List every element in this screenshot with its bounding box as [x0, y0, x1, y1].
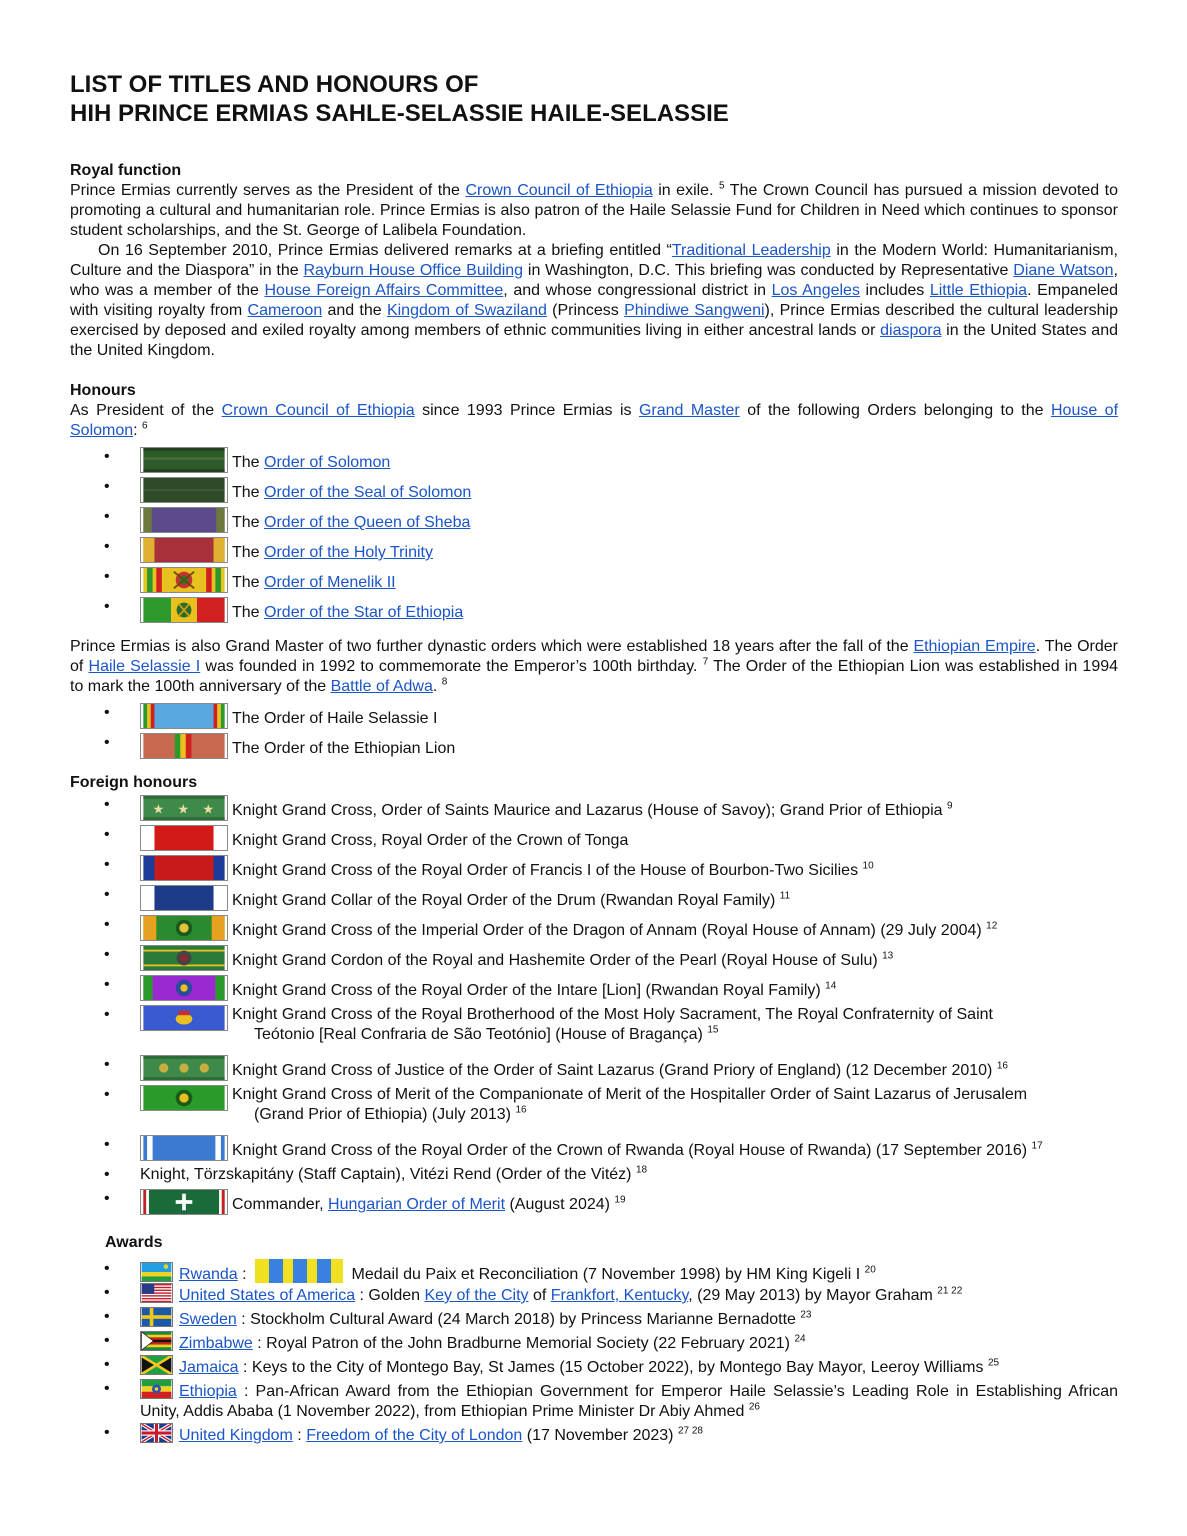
footnote-ref: 25 [987, 1357, 1000, 1369]
svg-text:★: ★ [177, 801, 190, 817]
list-item [70, 1165, 1118, 1189]
footnote-ref: 5 [719, 180, 725, 192]
link-house-foreign-affairs[interactable]: House Foreign Affairs Committee [264, 282, 504, 299]
footnote-ref: 11 [779, 890, 791, 902]
bullet: • [104, 856, 110, 873]
section-heading-foreign-honours: Foreign honours [70, 774, 198, 791]
link-zimbabwe[interactable]: Zimbabwe [179, 1335, 253, 1352]
link-sweden[interactable]: Sweden [179, 1311, 237, 1328]
text-run: Knight Grand Cross of the Royal Order of Francis I of the House of Bourbon-Two Sicilies [232, 862, 859, 879]
royal-function-paragraph-2 [70, 241, 1118, 361]
list-item [70, 447, 1118, 477]
list-item [70, 945, 1118, 975]
footnote-ref: 8 [441, 676, 448, 688]
link-united-kingdom[interactable]: United Kingdom [179, 1427, 293, 1444]
order-haile-selassie-label: The Order of Haile Selassie I [232, 710, 438, 727]
awards-list [70, 1259, 1118, 1447]
text-run: Prince Ermias is also Grand Master of two further dynastic orders which were established 18 years after the fall of the [70, 638, 914, 655]
text-run: Knight Grand Cordon of the Royal and Hashemite Order of the Pearl (Royal House of Sulu) [232, 952, 878, 969]
ribbon-medal-of-peace-icon [255, 1259, 343, 1283]
footnote-ref: 24 [794, 1333, 806, 1345]
text-run: : [292, 1427, 307, 1444]
text-run: : [133, 422, 143, 439]
ribbon-seal-of-solomon-icon [140, 477, 228, 503]
flag-sweden-icon [140, 1307, 173, 1327]
document-page [70, 70, 1118, 1447]
text-run: Medail du Paix et Reconciliation (7 November 1998) by HM King Kigeli I [347, 1266, 861, 1283]
text-run: , (29 May 2013) by Mayor Graham [688, 1287, 933, 1304]
flag-usa-icon [140, 1283, 173, 1303]
text-run: . [432, 678, 442, 695]
text-run: : Stockholm Cultural Award (24 March 2018) by Princess Marianne Bernadotte [236, 1311, 796, 1328]
footnote-ref: 20 [864, 1264, 876, 1276]
footnote-ref: 6 [142, 420, 148, 432]
ribbon-holy-sacrament-icon [140, 1005, 228, 1031]
text-run: : [237, 1266, 252, 1283]
text-run: : Royal Patron of the John Bradburne Memorial Society (22 February 2021) [252, 1335, 790, 1352]
list-item [70, 1259, 1118, 1283]
list-item [70, 795, 1118, 825]
bullet: • [104, 1086, 110, 1103]
list-item [70, 703, 1118, 733]
list-item [70, 915, 1118, 945]
text-run: The Crown Council has pursued a mission devoted to promoting a cultural and humanitarian role. Prince Ermias is also patron of the Haile Selassie Fund for Children in Need which continues to sponsor student scholarships, and the St. George of Lalibela Foundation. [70, 182, 1119, 239]
text-run: The Order of the Ethiopian Lion was established in 1994 to mark the 100th anniversary of the [70, 658, 1119, 695]
link-jamaica[interactable]: Jamaica [179, 1359, 239, 1376]
bullet: • [104, 976, 110, 993]
list-item [70, 507, 1118, 537]
link-freedom-of-city-of-london[interactable]: Freedom of the City of London [306, 1427, 523, 1444]
text-run: , and whose congressional district in [503, 282, 772, 299]
document-title [70, 70, 1118, 128]
link-house-of-solomon[interactable]: House of Solomon [70, 402, 1119, 439]
bullet: • [104, 1308, 110, 1325]
ribbon-saints-maurice-lazarus-icon [140, 795, 228, 821]
text-run: ), Prince Ermias described the cultural leadership exercised by deposed and exiled royalty among members of ethnic communities living in either ancestral lands or [70, 302, 1119, 339]
list-item [70, 1331, 1118, 1355]
text-run: On 16 September 2010, Prince Ermias delivered remarks at a briefing entitled “ [98, 242, 672, 259]
footnote-ref: 27 28 [677, 1425, 703, 1437]
link-ethiopian-empire[interactable]: Ethiopian Empire [913, 638, 1036, 655]
text-run: Knight Grand Cross of Justice of the Order of Saint Lazarus (Grand Priory of England) (12 December 2010) [232, 1062, 993, 1079]
list-item [70, 1307, 1118, 1331]
bullet: • [104, 1260, 110, 1277]
list-item [70, 1135, 1118, 1165]
text-run: Knight Grand Cross, Order of Saints Maurice and Lazarus (House of Savoy); Grand Prior of Ethiopia [232, 802, 943, 819]
text-run: The [232, 574, 265, 591]
text-run: Knight Grand Cross of the Royal Order of the Intare [Lion] (Rwandan Royal Family) [232, 982, 821, 999]
footnote-ref: 17 [1031, 1140, 1043, 1152]
ribbon-queen-of-sheba-icon [140, 507, 228, 533]
text-run: The [232, 484, 265, 501]
ribbon-order-of-intare-icon [140, 975, 228, 1001]
bullet: • [104, 1332, 110, 1349]
footnote-ref: 12 [986, 920, 998, 932]
ribbon-francis-i-icon [140, 855, 228, 881]
text-run: of the following Orders belonging to the [739, 402, 1051, 419]
bullet: • [104, 946, 110, 963]
text-run: (August 2024) [505, 1196, 610, 1213]
text-run: since 1993 Prince Ermias is [414, 402, 639, 419]
text-run: : Golden [355, 1287, 425, 1304]
link-usa[interactable]: United States of America [179, 1287, 356, 1304]
bullet: • [104, 1136, 110, 1153]
link-star-of-ethiopia[interactable]: Order of the Star of Ethiopia [264, 604, 464, 621]
bullet: • [104, 598, 110, 615]
bullet: • [104, 916, 110, 933]
ribbon-order-of-solomon-icon [140, 447, 228, 473]
link-battle-of-adwa[interactable]: Battle of Adwa [330, 678, 433, 695]
ribbon-saint-lazarus-justice-icon [140, 1055, 228, 1081]
text-run: Knight Grand Cross of Merit of the Companionate of Merit of the Hospitaller Order of Saint Lazarus of Jerusalem [232, 1086, 1028, 1103]
list-item [70, 1379, 1118, 1423]
ribbon-menelik-ii-icon [140, 567, 228, 593]
bullet: • [104, 1056, 110, 1073]
bullet: • [104, 1166, 110, 1183]
text-run: (Princess [546, 302, 625, 319]
text-run: . Empaneled with visiting royalty from [70, 282, 1119, 319]
text-run: Knight Grand Collar of the Royal Order of the Drum (Rwandan Royal Family) [232, 892, 776, 909]
list-item [70, 1055, 1118, 1085]
link-crown-council[interactable]: Crown Council of Ethiopia [465, 182, 653, 199]
title-line-2: HIH PRINCE ERMIAS SAHLE-SELASSIE HAILE-SELASSIE [70, 100, 729, 127]
ribbon-dragon-of-annam-icon [140, 915, 228, 941]
honours-intro [70, 401, 1118, 441]
footnote-ref: 23 [800, 1309, 812, 1321]
text-run: Knight Grand Cross of the Royal Order of the Crown of Rwanda (Royal House of Rwanda) (17 September 2016) [232, 1142, 1028, 1159]
text-run: was founded in 1992 to commemorate the Emperor’s 100th birthday. [200, 658, 703, 675]
list-item [70, 537, 1118, 567]
bullet: • [104, 568, 110, 585]
list-item [70, 1423, 1118, 1447]
text-run: (17 November 2023) [522, 1427, 674, 1444]
list-item [70, 1085, 1118, 1135]
link-swaziland[interactable]: Kingdom of Swaziland [386, 302, 547, 319]
text-run: . The Order of [70, 638, 1119, 675]
footnote-ref: 19 [614, 1194, 626, 1206]
text-run: in the United States and the United Kingdom. [70, 322, 1118, 359]
text-run: of [528, 1287, 551, 1304]
ribbon-crown-of-tonga-icon [140, 825, 228, 851]
bullet: • [104, 1006, 110, 1023]
text-run: Commander, [232, 1196, 329, 1213]
ribbon-star-of-ethiopia-icon [140, 597, 228, 623]
link-seal-of-solomon[interactable]: Order of the Seal of Solomon [264, 484, 472, 501]
list-item [70, 1189, 1118, 1221]
ribbon-haile-selassie-icon [140, 703, 228, 729]
link-traditional-leadership[interactable]: Traditional Leadership [671, 242, 831, 259]
list-item [70, 733, 1118, 763]
list-item [70, 597, 1118, 627]
ribbon-crown-of-rwanda-icon [140, 1135, 228, 1161]
bullet: • [104, 1424, 110, 1441]
bullet: • [104, 1284, 110, 1301]
section-heading-awards: Awards [105, 1234, 163, 1251]
text-run: (Grand Prior of Ethiopia) (July 2013) [254, 1106, 511, 1123]
bullet: • [104, 1356, 110, 1373]
section-heading-honours: Honours [70, 382, 136, 399]
footnote-ref: 18 [635, 1164, 648, 1176]
footnote-ref: 15 [707, 1024, 719, 1036]
link-holy-trinity[interactable]: Order of the Holy Trinity [264, 544, 433, 561]
foreign-honours-list [70, 795, 1118, 1221]
text-run: The [232, 454, 265, 471]
bullet: • [104, 478, 110, 495]
link-cameroon[interactable]: Cameroon [247, 302, 323, 319]
link-hungarian-order-of-merit[interactable]: Hungarian Order of Merit [328, 1196, 506, 1213]
list-item [70, 1005, 1118, 1055]
flag-rwanda-icon [140, 1262, 173, 1282]
link-phindiwe-sangweni[interactable]: Phindiwe Sangweni [624, 302, 765, 319]
text-run: As President of the [70, 402, 222, 419]
link-queen-of-sheba[interactable]: Order of the Queen of Sheba [264, 514, 471, 531]
bullet: • [104, 704, 110, 721]
royal-function-paragraph-1 [70, 181, 1118, 241]
link-diane-watson[interactable]: Diane Watson [1013, 262, 1114, 279]
footnote-ref: 9 [947, 800, 953, 812]
link-little-ethiopia[interactable]: Little Ethiopia [929, 282, 1028, 299]
list-item [70, 885, 1118, 915]
footnote-ref: 16 [515, 1104, 527, 1116]
ethiopia-award-text [140, 1379, 1118, 1422]
footnote-ref: 10 [862, 860, 874, 872]
svg-text:★: ★ [152, 801, 165, 817]
text-run: includes [859, 282, 930, 299]
text-run: Knight Grand Cross of the Royal Brotherhood of the Most Holy Sacrament, The Royal Confraternity of Saint [232, 1006, 993, 1023]
list-item [70, 855, 1118, 885]
link-ethiopia[interactable]: Ethiopia [179, 1383, 237, 1400]
text-run: The [232, 544, 265, 561]
bullet: • [104, 1190, 110, 1207]
flag-united-kingdom-icon [140, 1423, 173, 1443]
bullet: • [104, 508, 110, 525]
text-run: Knight Grand Cross of the Imperial Order of the Dragon of Annam (Royal House of Annam) (29 July 2004) [232, 922, 982, 939]
footnote-ref: 26 [748, 1401, 760, 1413]
link-menelik-ii[interactable]: Order of Menelik II [264, 574, 396, 591]
text-run: The [232, 604, 265, 621]
bullet: • [104, 796, 110, 813]
flag-ethiopia-icon [140, 1379, 173, 1399]
text-run: in the Modern World: Humanitarianism, Culture and the Diaspora” in the [70, 242, 1118, 279]
link-rayburn-building[interactable]: Rayburn House Office Building [303, 262, 524, 279]
text-run: and the [322, 302, 387, 319]
bullet: • [104, 886, 110, 903]
text-run: : Pan-African Award from the Ethiopian Government for Emperor Haile Selassie’s Leading Role in Establishing African Unity, Addis Ababa (1 November 2022), from Ethiopian Prime Minister Dr Abiy Ahmed [140, 1383, 1118, 1420]
text-run: The [232, 514, 265, 531]
bullet: • [104, 538, 110, 555]
bullet: • [104, 826, 110, 843]
link-rwanda[interactable]: Rwanda [179, 1266, 238, 1283]
section-heading-royal-function: Royal function [70, 162, 182, 179]
ribbon-order-of-pearl-icon [140, 945, 228, 971]
list-item [70, 1283, 1118, 1307]
text-run: Teótonio [Real Confraria de São Teotónio] (House of Bragança) [254, 1026, 703, 1043]
link-order-of-solomon[interactable]: Order of Solomon [264, 454, 391, 471]
text-run: Knight Grand Cross, Royal Order of the Crown of Tonga [232, 832, 629, 849]
flag-jamaica-icon [140, 1355, 173, 1375]
link-frankfort-kentucky[interactable]: Frankfort, Kentucky [550, 1287, 689, 1304]
order-ethiopian-lion-label: The Order of the Ethiopian Lion [232, 740, 456, 757]
text-run: , who was a member of the [70, 262, 1118, 299]
ribbon-hungarian-order-of-merit-icon [140, 1189, 228, 1215]
bullet: • [104, 1380, 110, 1397]
text-run: in Washington, D.C. This briefing was conducted by Representative [523, 262, 1014, 279]
link-key-of-the-city[interactable]: Key of the City [424, 1287, 529, 1304]
ribbon-companionate-of-merit-icon [140, 1085, 228, 1111]
footnote-ref: 13 [882, 950, 894, 962]
link-los-angeles[interactable]: Los Angeles [771, 282, 860, 299]
text-run: Prince Ermias currently serves as the President of the [70, 182, 466, 199]
text-run: : Keys to the City of Montego Bay, St James (15 October 2022), by Montego Bay Mayor, Leeroy Williams [238, 1359, 984, 1376]
link-haile-selassie[interactable]: Haile Selassie I [88, 658, 201, 675]
house-orders-list [70, 447, 1118, 627]
list-item [70, 477, 1118, 507]
text-run: Knight, Törzskapitány (Staff Captain), Vitézi Rend (Order of the Vitéz) [140, 1166, 632, 1183]
text-run: in exile. [652, 182, 720, 199]
footnote-ref: 7 [702, 656, 709, 668]
ribbon-order-of-drum-icon [140, 885, 228, 911]
list-item [70, 975, 1118, 1005]
list-item [70, 825, 1118, 855]
link-crown-council-2[interactable]: Crown Council of Ethiopia [221, 402, 415, 419]
footnote-ref: 14 [825, 980, 837, 992]
footnote-ref: 21 22 [937, 1285, 963, 1297]
footnote-ref: 16 [996, 1060, 1008, 1072]
link-grand-master[interactable]: Grand Master [638, 402, 740, 419]
link-diaspora[interactable]: diaspora [880, 322, 942, 339]
svg-text:★: ★ [202, 801, 215, 817]
bullet: • [104, 734, 110, 751]
list-item [70, 1355, 1118, 1379]
ribbon-holy-trinity-icon [140, 537, 228, 563]
list-item [70, 567, 1118, 597]
ribbon-ethiopian-lion-icon [140, 733, 228, 759]
bullet: • [104, 448, 110, 465]
dynastic-orders-paragraph [70, 637, 1118, 697]
flag-zimbabwe-icon [140, 1331, 173, 1351]
title-line-1: LIST OF TITLES AND HONOURS OF [70, 71, 479, 98]
dynastic-orders-list [70, 703, 1118, 763]
